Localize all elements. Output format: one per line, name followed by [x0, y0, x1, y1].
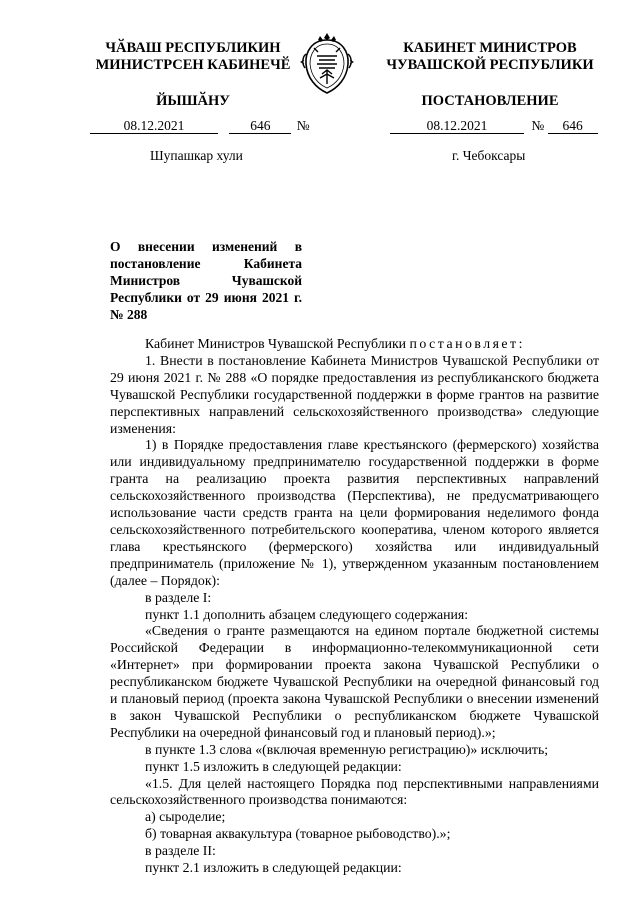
body-paragraph: «Сведения о гранте размещаются на едином портале бюджетной системы Российской Федерации в информационно-телекоммуникационной сети «Интернет» при формировании проекта закона Чувашской Республики о республиканском бюджете Чувашской Республики на очередной финансовый год и плановый период (проекта закона Чувашской Республики о внесении изменений в закон Чувашской Республики о республиканском бюджете Чувашской Республики на очередной финансовый год и плановый период).»; [110, 623, 599, 740]
date-chuvash: 08.12.2021 [90, 118, 218, 134]
body-paragraph: «1.5. Для целей настоящего Порядка под перспективными направлениями сельскохозяйственного производства понимаются: [110, 775, 599, 808]
intro-decree-word: постановляет: [409, 336, 525, 351]
org-name-russian-line1: КАБИНЕТ МИНИСТРОВ [403, 40, 577, 56]
city-russian: г. Чебоксары [452, 148, 526, 163]
intro-paragraph [110, 336, 599, 353]
body-paragraph: 1. Внести в постановление Кабинета Министров Чувашской Республики от 29 июня 2021 г. № 288 «О порядке предоставления из республиканского бюджета Чувашской Республики государственной поддержки в форме грантов на развитие перспективных направлений сельскохозяйственного производства» следующие изменения: [110, 352, 599, 436]
number-sign-chuvash: № [296, 118, 310, 133]
body-paragraph: в разделе II: [145, 843, 216, 859]
date-number-line-chuvash [90, 118, 310, 134]
body-paragraph: пункт 2.1 изложить в следующей редакции: [145, 860, 402, 876]
org-name-russian-line2: ЧУВАШСКОЙ РЕСПУБЛИКИ [386, 57, 594, 73]
org-name-chuvash-line2: МИНИСТРСЕН КАБИНЕЧӖ [95, 57, 291, 73]
doc-type-russian: ПОСТАНОВЛЕНИЕ [421, 93, 559, 109]
org-name-chuvash-line1: ЧӐВАШ РЕСПУБЛИКИН [105, 40, 281, 56]
body-paragraph: пункт 1.5 изложить в следующей редакции: [145, 758, 402, 774]
number-chuvash: 646 [229, 118, 291, 134]
body-paragraph: пункт 1.1 дополнить абзацем следующего содержания: [145, 606, 469, 622]
body-paragraph: в разделе I: [145, 589, 212, 605]
chuvash-emblem-icon [300, 30, 354, 96]
intro-text: Кабинет Министров Чувашской Республики [145, 336, 407, 351]
date-russian: 08.12.2021 [390, 118, 524, 134]
body-paragraph: б) товарная аквакультура (товарное рыбоводство).»; [145, 826, 451, 842]
number-sign-russian: № [531, 118, 545, 133]
header-left [78, 40, 308, 110]
number-russian: 646 [548, 118, 598, 134]
body-paragraph: 1) в Порядке предоставления главе крестьянского (фермерского) хозяйства или индивидуальному предпринимателю государственной поддержки в форме гранта на реализацию проекта развития перспективных направлений сельскохозяйственного производства (Перспектива), не предусматривающего использование части средств гранта на цели формирования неделимого фонда сельскохозяйственного потребительского кооператива, членом которого является глава крестьянского (фермерского) хозяйства или индивидуальный предприниматель (приложение № 1), утвержденном указанным постановлением (далее – Порядок): [110, 437, 599, 588]
date-number-line-russian [390, 118, 598, 134]
city-chuvash: Шупашкар хули [150, 148, 243, 163]
body-paragraph: в пункте 1.3 слова «(включая временную регистрацию)» исключить; [145, 741, 549, 757]
header-right [375, 40, 605, 110]
document-body [110, 336, 599, 877]
document-subject: О внесении изменений в постановление Кабинета Министров Чувашской Республики от 29 июня 2021 г. № 288 [110, 239, 302, 322]
body-paragraph: а) сыроделие; [145, 809, 226, 825]
doc-type-chuvash: ЙЫШӐНУ [156, 93, 230, 109]
